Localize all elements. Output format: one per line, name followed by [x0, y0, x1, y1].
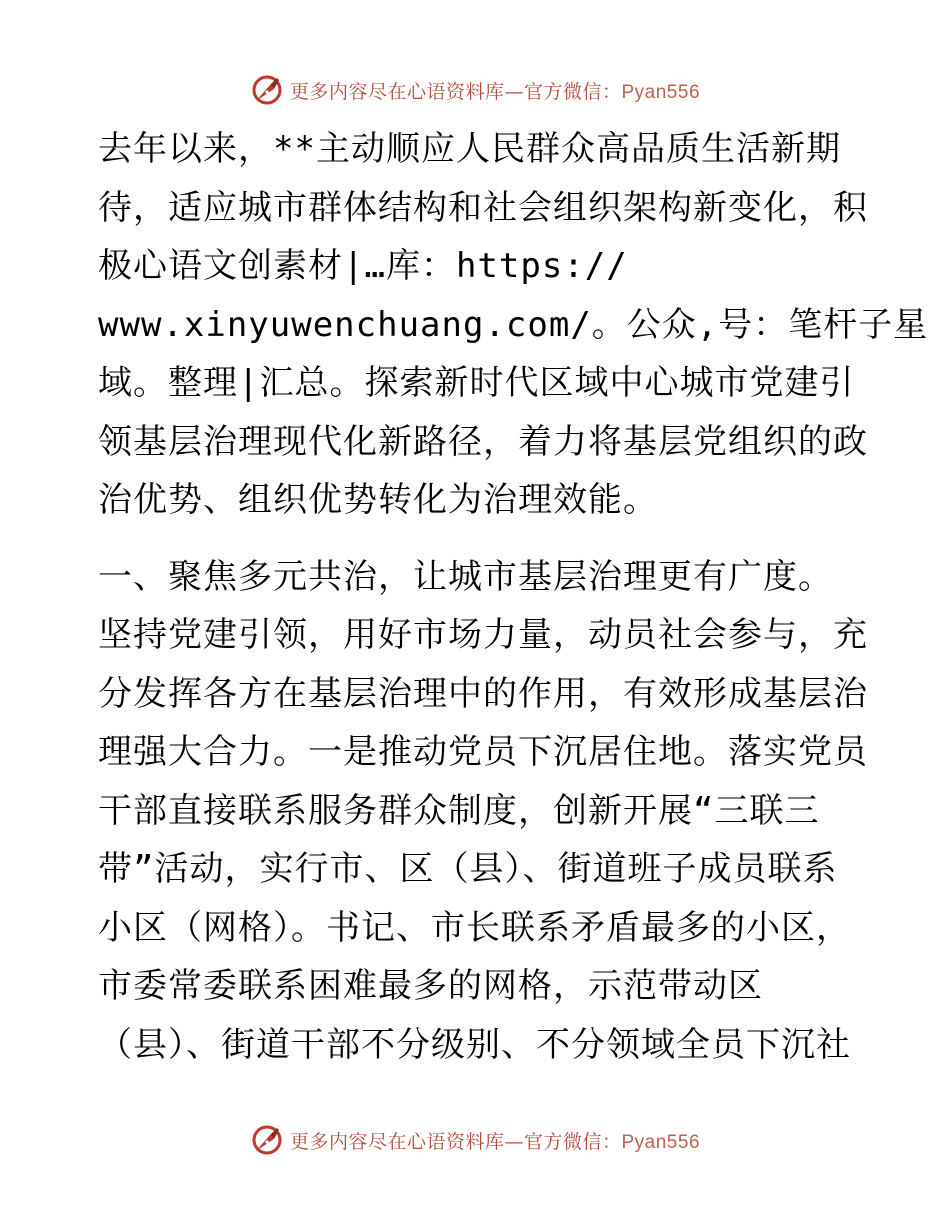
header-banner — [0, 70, 950, 110]
footer-banner-text — [290, 1127, 700, 1154]
text-line: 理强大合力。一是推动党员下沉居住地。落实党员 — [98, 732, 868, 772]
pen-nib-logo-icon — [250, 1123, 284, 1157]
header-dash: — — [504, 80, 524, 103]
text-line: 治优势、组织优势转化为治理效能。 — [98, 480, 658, 520]
header-wechat-id: Pyan556 — [621, 81, 701, 103]
text-line: 极心语文创素材|…库：https:// — [98, 246, 628, 286]
header-brand: 更多内容尽在心语资料库 — [289, 80, 505, 103]
header-wechat-label: 官方微信： — [523, 80, 622, 103]
footer-wechat-id: Pyan556 — [621, 1131, 701, 1153]
text-line: 市委常委联系困难最多的网格，示范带动区 — [98, 966, 763, 1006]
text-line: 带”活动，实行市、区（县）、街道班子成员联系 — [98, 849, 838, 889]
text-line: 去年以来，**主动顺应人民群众高品质生活新期 — [98, 129, 841, 169]
text-line: 待，适应城市群体结构和社会组织架构新变化，积 — [98, 187, 868, 228]
footer-wechat-label: 官方微信： — [523, 1130, 622, 1153]
footer-banner — [0, 1120, 950, 1160]
text-line: 干部直接联系服务群众制度，创新开展“三联三 — [98, 790, 820, 831]
footer-dash: — — [504, 1130, 524, 1153]
header-banner-text — [290, 77, 700, 104]
text-line: www.xinyuwenchuang.com/。公众,号：笔杆子星 — [98, 304, 929, 345]
pen-nib-logo-icon — [250, 73, 284, 107]
footer-brand: 更多内容尽在心语资料库 — [289, 1130, 505, 1153]
text-line: 坚持党建引领，用好市场力量，动员社会参与，充 — [98, 615, 868, 655]
text-line: （县）、街道干部不分级别、不分领域全员下沉社 — [98, 1024, 851, 1065]
text-line: 小区（网格）。书记、市长联系矛盾最多的小区， — [98, 907, 851, 948]
text-line: 一、聚焦多元共治，让城市基层治理更有广度。 — [98, 556, 833, 597]
text-line: 领基层治理现代化新路径，着力将基层党组织的政 — [98, 421, 868, 462]
document-body — [98, 120, 929, 1074]
text-line: 分发挥各方在基层治理中的作用，有效形成基层治 — [98, 673, 868, 714]
paragraph-section-one — [98, 548, 868, 1075]
paragraph-intro — [98, 120, 929, 530]
text-line: 域。整理|汇总。探索新时代区域中心城市党建引 — [98, 363, 855, 403]
